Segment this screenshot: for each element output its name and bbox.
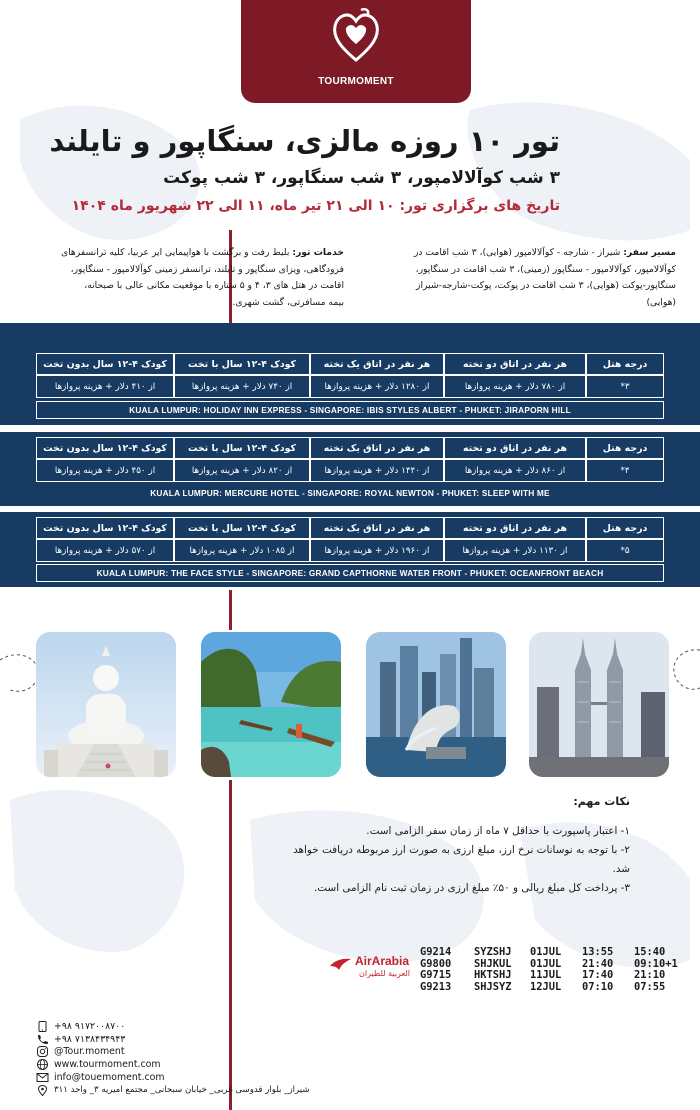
hotel-stars: ۴* [586, 459, 664, 482]
heart-logo-icon [331, 8, 381, 64]
location-pin-icon [36, 1085, 49, 1096]
services-label: خدمات تور: [292, 247, 344, 258]
important-notes [290, 795, 630, 898]
price-single: از ۱۲۸۰ دلار + هزینه پروازها [310, 375, 444, 398]
header-child-bed: کودک ۴-۱۲ سال با تخت [174, 437, 310, 459]
header-child-nobed: کودک ۴-۱۲ سال بدون تخت [36, 437, 174, 459]
price-child-nobed: از ۵۷۰ دلار + هزینه پروازها [36, 539, 174, 562]
flight-route: SHJKUL [474, 957, 512, 970]
contact-website[interactable] [36, 1058, 310, 1071]
page-title: تور ۱۰ روزه مالزی، سنگاپور و تایلند [49, 124, 560, 158]
header-hotel-grade: درجه هتل [586, 437, 664, 459]
header-child-nobed: کودک ۴-۱۲ سال بدون تخت [36, 353, 174, 375]
price-single: از ۱۴۴۰ دلار + هزینه پروازها [310, 459, 444, 482]
flight-departure: 13:55 [582, 946, 614, 958]
contact-info [36, 1020, 310, 1097]
price-table-4-star [36, 437, 664, 482]
page-subtitle: ۳ شب کوآلالامپور، ۳ شب سنگاپور، ۳ شب پوکت [163, 168, 560, 188]
flight-date: 11JUL [530, 969, 562, 981]
package-5-star [0, 512, 700, 587]
decor-line-middle [229, 590, 232, 630]
email-address: info@touemoment.com [54, 1072, 165, 1084]
flight-arrival: 09:10+1 [634, 957, 678, 970]
email-icon [36, 1072, 49, 1083]
photo-kuala-lumpur-petronas-towers [529, 632, 669, 777]
flight-route: SHJSYZ [474, 980, 512, 993]
instagram-icon [36, 1046, 49, 1057]
flight-route: HKTSHJ [474, 969, 512, 981]
airline-logo [329, 950, 413, 984]
flight-date: 12JUL [530, 980, 562, 993]
price-table-5-star [36, 517, 664, 562]
package-3-star [0, 323, 700, 425]
header-single: هر نفر در اتاق یک تخته [310, 353, 444, 375]
flight-date: 01JUL [530, 957, 562, 970]
services-line-3: اقامت در هتل های ۳، ۴ و ۵ ستاره با موقعیت مکانی عالی با صبحانه، [84, 280, 344, 291]
price-child-nobed: از ۴۱۰ دلار + هزینه پروازها [36, 375, 174, 398]
address-text: شیراز_ بلوار قدوسی غربی_ خیابان سبحانی_ مجتمع امیریه ۳_ واحد ۳۱۱ [54, 1085, 310, 1096]
flight-date: 01JUL [530, 946, 562, 958]
hotel-stars: ۳* [586, 375, 664, 398]
contact-instagram[interactable] [36, 1046, 310, 1059]
header-child-bed: کودک ۴-۱۲ سال با تخت [174, 353, 310, 375]
note-item-3: ۳- پرداخت کل مبلغ ریالی و ۵۰٪ مبلغ ارزی در زمان ثبت نام الزامی است. [314, 882, 630, 894]
price-table-3-star [36, 353, 664, 398]
flight-arrival: 21:10 [634, 969, 666, 981]
price-double: از ۱۱۳۰ دلار + هزینه پروازها [444, 539, 586, 562]
flight-arrival: 15:40 [634, 946, 666, 958]
services-line-2: فرودگاهی، ویزای سنگاپور و تایلند، ترانسفر زمینی کوآلالامپور - سنگاپور، [70, 263, 344, 275]
price-double: از ۷۸۰ دلار + هزینه پروازها [444, 375, 586, 398]
dashed-curve-left [0, 640, 40, 700]
contact-address [36, 1084, 310, 1097]
header-double: هر نفر در اتاق دو تخته [444, 353, 586, 375]
header-child-nobed: کودک ۴-۱۲ سال بدون تخت [36, 517, 174, 539]
flight-route: SYZSHJ [474, 946, 512, 958]
route-line-3: سنگاپور-پوکت (هوایی)، ۳ شب اقامت در پوکت، پوکت-شارجه-شیراز [416, 280, 676, 291]
route-line-4: (هوایی) [646, 296, 676, 308]
flight-row [420, 947, 694, 959]
services-line-4: بیمه مسافرتی، گشت شهری. [232, 296, 344, 308]
flight-row [420, 982, 694, 994]
header-hotel-grade: درجه هتل [586, 517, 664, 539]
globe-icon [36, 1059, 49, 1070]
photo-thailand-island-boats [201, 632, 341, 777]
hotel-list-5-star: KUALA LUMPUR: THE FACE STYLE - SINGAPORE: GRAND CAPTHORNE WATER FRONT - PHUKET: OCEANFRONT BEACH [36, 564, 664, 582]
price-child-bed: از ۱۰۸۵ دلار + هزینه پروازها [174, 539, 310, 562]
airline-bird-icon [329, 956, 353, 974]
contact-phone[interactable] [36, 1033, 310, 1046]
hotel-list-3-star: KUALA LUMPUR: HOLIDAY INN EXPRESS - SINGAPORE: IBIS STYLES ALBERT - PHUKET: JIRAPORN HILL [36, 401, 664, 419]
header-single: هر نفر در اتاق یک تخته [310, 437, 444, 459]
flight-departure: 17:40 [582, 969, 614, 981]
flight-number: G9800 [420, 957, 452, 970]
notes-title: نکات مهم: [573, 795, 630, 808]
package-4-star [0, 432, 700, 506]
phone-number: +۹۸ ۷۱۳۸۴۳۴۹۴۳ [54, 1033, 126, 1045]
header-double: هر نفر در اتاق دو تخته [444, 517, 586, 539]
brand-name: TOURMOMENT [318, 76, 394, 87]
tour-dates: تاریخ های برگزاری تور: ۱۰ الی ۲۱ تیر ماه، ۱۱ الی ۲۲ شهریور ماه ۱۴۰۴ [71, 198, 560, 214]
services-info [24, 245, 344, 311]
flight-number: G9213 [420, 980, 452, 993]
note-item-2: ۲- با توجه به نوسانات نرخ ارز، مبلغ ارزی به صورت ارز مربوطه دریافت خواهد شد. [293, 844, 630, 875]
photo-phuket-big-buddha [36, 632, 176, 777]
flight-number: G9715 [420, 969, 452, 981]
route-line-1: شیراز - شارجه - کوآلالامپور (هوایی)، ۳ شب اقامت در [413, 247, 621, 258]
photo-singapore-merlion [366, 632, 506, 777]
note-item-1: ۱- اعتبار پاسپورت با حداقل ۷ ماه از زمان سفر الزامی است. [366, 825, 630, 837]
price-child-bed: از ۸۲۰ دلار + هزینه پروازها [174, 459, 310, 482]
telephone-icon [36, 1034, 49, 1045]
header-hotel-grade: درجه هتل [586, 353, 664, 375]
flight-row [420, 970, 694, 982]
price-child-bed: از ۷۴۰ دلار + هزینه پروازها [174, 375, 310, 398]
hotel-stars: ۵* [586, 539, 664, 562]
price-child-nobed: از ۴۵۰ دلار + هزینه پروازها [36, 459, 174, 482]
flight-number: G9214 [420, 946, 452, 958]
instagram-handle: @Tour.moment [54, 1046, 125, 1058]
services-line-1: بلیط رفت و برگشت با هواپیمایی ایر عربیا، کلیه ترانسفرهای [60, 247, 290, 258]
route-info [348, 245, 676, 311]
contact-email[interactable] [36, 1071, 310, 1084]
flight-departure: 21:40 [582, 957, 614, 970]
price-double: از ۸۶۰ دلار + هزینه پروازها [444, 459, 586, 482]
dashed-curve-right [668, 640, 700, 700]
contact-mobile[interactable] [36, 1020, 310, 1033]
brand-logo-box [241, 0, 471, 103]
airline-name-en: AirArabia [355, 954, 410, 968]
header-double: هر نفر در اتاق دو تخته [444, 437, 586, 459]
route-label: مسیر سفر: [623, 247, 676, 258]
airline-name-ar: العربية للطيران [359, 969, 410, 978]
mobile-number: +۹۸ ۹۱۷۲۰۰۸۷۰۰ [54, 1020, 126, 1032]
flight-departure: 07:10 [582, 980, 614, 993]
price-single: از ۱۹۶۰ دلار + هزینه پروازها [310, 539, 444, 562]
mobile-phone-icon [36, 1021, 49, 1032]
website-url: www.tourmoment.com [54, 1059, 161, 1071]
header-single: هر نفر در اتاق یک تخته [310, 517, 444, 539]
route-line-2: کوآلالامپور، کوآلالامپور - سنگاپور (زمینی)، ۳ شب اقامت در سنگاپور، [415, 263, 676, 275]
flight-schedule [420, 947, 694, 993]
header-child-bed: کودک ۴-۱۲ سال با تخت [174, 517, 310, 539]
hotel-list-4-star: KUALA LUMPUR: MERCURE HOTEL - SINGAPORE: ROYAL NEWTON - PHUKET: SLEEP WITH ME [150, 488, 550, 498]
flight-arrival: 07:55 [634, 980, 666, 993]
